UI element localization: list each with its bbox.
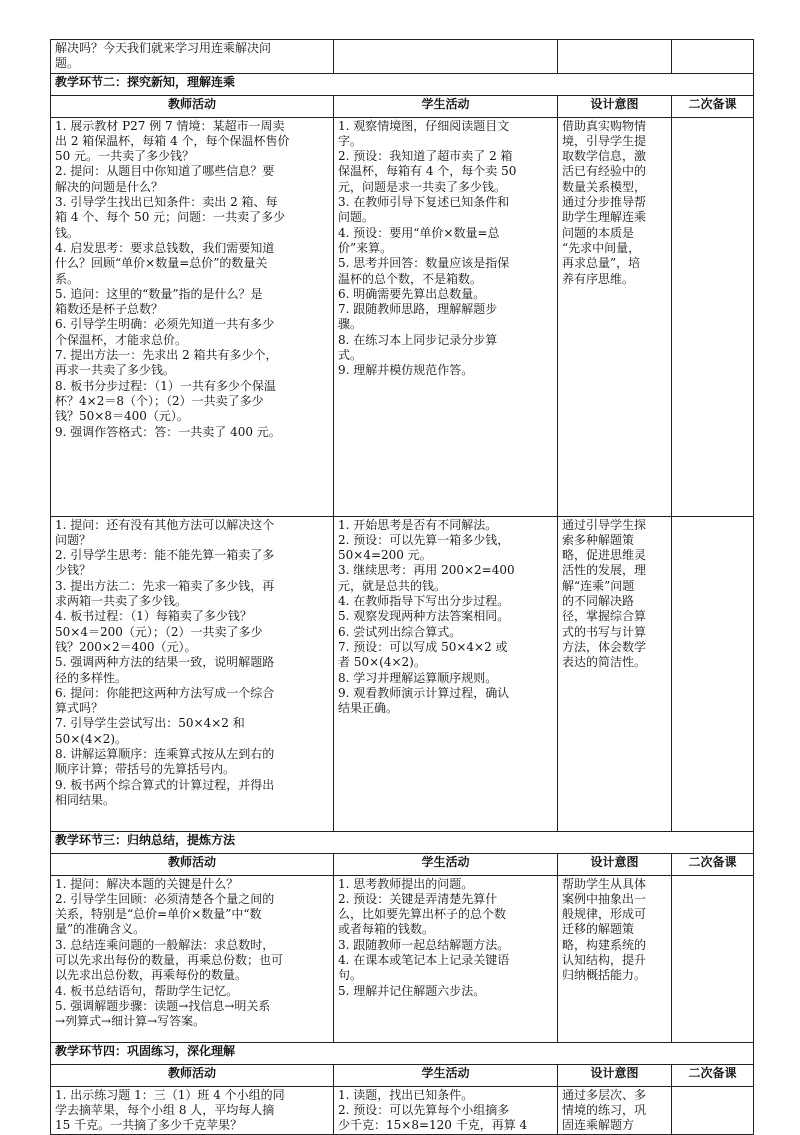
student-line: 结果正确。 [338, 701, 399, 716]
design-line: 取数学信息，激 [562, 149, 647, 164]
header-teacher-activity: 教师活动 [51, 853, 334, 875]
design-line: 表达的简洁性。 [562, 655, 647, 670]
design-line: 借助真实购物情 [562, 118, 647, 133]
student-line: 2. 预设：我知道了超市卖了 2 箱 [338, 149, 513, 164]
teacher-line: 什么？回顾“单价×数量=总价”的数量关 [55, 256, 268, 271]
design-line: 境，引导学生提 [562, 133, 647, 148]
top-teacher-line: 解决吗？今天我们就来学习用连乘解决问 [55, 41, 272, 55]
top-backup-cell [672, 40, 754, 74]
teacher-line: 7. 提出方法一：先求出 2 箱共有多少个， [55, 348, 278, 363]
teacher-line: 钱。 [55, 225, 80, 240]
student-line: 温杯的总个数，不是箱数。 [338, 271, 483, 286]
teacher-line: 3. 引导学生找出已知条件：卖出 2 箱、每 [55, 195, 278, 210]
teacher-line: 8. 讲解运算顺序：连乘算式按从左到右的 [55, 747, 275, 762]
teacher-activity-cell [51, 516, 334, 831]
teacher-line: 杯？4×2＝8（个）；（2）一共卖了多少 [55, 393, 264, 408]
teacher-line: 钱？50×8＝400（元）。 [55, 409, 189, 424]
teacher-line: 量”的准确含义。 [55, 922, 146, 937]
student-line: 元，就是总共的钱。 [338, 578, 447, 593]
teacher-line: 1. 提问：解决本题的关键是什么？ [55, 876, 239, 891]
top-continuation-row [51, 40, 754, 74]
teacher-line: 5. 追问：这里的“数量”指的是什么？是 [55, 286, 263, 301]
header-student-activity: 学生活动 [334, 853, 558, 875]
design-line: 固连乘解题方 [562, 1118, 635, 1133]
teacher-line: 4. 启发思考：要求总钱数，我们需要知道 [55, 240, 275, 255]
activity-row [51, 1086, 754, 1135]
student-line: 6. 尝试列出综合算式。 [338, 624, 462, 639]
teacher-line: 问题？ [55, 532, 92, 547]
teacher-line: 8. 板书分步过程：（1）一共有多少个保温 [55, 378, 276, 393]
design-line: “先求中间量， [562, 240, 641, 255]
teacher-line: 可以先求出每份的数量，再乘总份数；也可 [55, 953, 284, 968]
student-line: 保温杯，每箱有 4 个，每个卖 50 [338, 164, 517, 179]
teacher-line: 5. 强调两种方法的结果一致，说明解题路 [55, 655, 275, 670]
header-second-preparation: 二次备课 [672, 95, 754, 117]
header-second-preparation: 二次备课 [672, 853, 754, 875]
top-teacher-line: 题。 [55, 56, 80, 71]
teacher-line: 2. 提问：从题目中你知道了哪些信息？要 [55, 164, 275, 179]
student-line: 者 50×(4×2)。 [338, 655, 426, 670]
student-line: 2. 预设：关键是弄清楚先算什 [338, 891, 498, 906]
teacher-line: 4. 板书过程：（1）每箱卖了多少钱？ [55, 609, 252, 624]
second-preparation-cell [672, 1086, 754, 1135]
student-line: 3. 在教师引导下复述已知条件和 [338, 195, 510, 210]
student-line: 8. 学习并理解运算顺序规则。 [338, 670, 498, 685]
teacher-line: 径的多样性。 [55, 670, 128, 685]
student-line: 1. 读题，找出已知条件。 [338, 1087, 474, 1102]
teacher-line: 顺序计算；带括号的先算括号内。 [55, 762, 236, 777]
design-line: 数量关系模型， [562, 179, 647, 194]
section-title-row [51, 1042, 754, 1064]
student-line: 7. 预设：可以写成 50×4×2 或 [338, 639, 508, 654]
student-line: 7. 跟随教师思路，理解解题步 [338, 302, 498, 317]
student-activity-cell [334, 117, 558, 516]
teacher-activity-cell [51, 117, 334, 516]
student-line: 5. 观察发现两种方法答案相同。 [338, 609, 510, 624]
student-line: 么，比如要先算出杯子的总个数 [338, 907, 507, 922]
teacher-line: 2. 引导学生回顾：必须清楚各个量之间的 [55, 891, 275, 906]
design-line: 略，促进思维灵 [562, 548, 647, 563]
student-line: 2. 预设：可以先算一箱多少钱， [338, 532, 510, 547]
student-line: 1. 开始思考是否有不同解法。 [338, 517, 498, 532]
teacher-line: 解决的问题是什么？ [55, 179, 164, 194]
teacher-line: 3. 提出方法二：先求一箱卖了多少钱，再 [55, 578, 275, 593]
column-header-row [51, 1064, 754, 1086]
teacher-line: 1. 出示练习题 1：三（1）班 4 个小组的同 [55, 1087, 285, 1102]
design-line: 再求总量”，培 [562, 256, 641, 271]
section-title: 教学环节四：巩固练习，深化理解 [51, 1042, 754, 1064]
student-line: 4. 在教师指导下写出分步过程。 [338, 594, 510, 609]
design-line: 活性的发展，理 [562, 563, 647, 578]
student-line: 4. 预设：要用“单价×数量=总 [338, 225, 500, 240]
section-title-row [51, 73, 754, 95]
design-line: 通过分步推导帮 [562, 195, 647, 210]
student-line: 4. 在课本或笔记本上记录关键语 [338, 953, 510, 968]
teacher-line: 箱 4 个、每个 50 元；问题：一共卖了多少 [55, 210, 286, 225]
second-preparation-cell [672, 117, 754, 516]
student-line: 5. 理解并记住解题六步法。 [338, 983, 486, 998]
design-line: 帮助学生从具体 [562, 876, 647, 891]
teacher-line: 学去摘苹果，每个小组 8 人，平均每人摘 [55, 1102, 275, 1117]
student-line: 9. 理解并模仿规范作答。 [338, 363, 474, 378]
teacher-line: 9. 强调作答格式：答：一共卖了 400 元。 [55, 424, 281, 439]
student-line: 元，问题是求一共卖了多少钱。 [338, 179, 507, 194]
teacher-line: →列算式→细计算→写答案。 [55, 1014, 206, 1029]
teacher-line: 关系，特别是“总价=单价×数量”中“数 [55, 907, 262, 922]
design-line: 径，掌握综合算 [562, 609, 647, 624]
design-line: 通过多层次、多 [562, 1087, 647, 1102]
teacher-line: 相同结果。 [55, 792, 116, 807]
design-line: 略，构建系统的 [562, 937, 647, 952]
design-line: 通过引导学生探 [562, 517, 647, 532]
student-line: 9. 观看教师演示计算过程，确认 [338, 685, 510, 700]
design-intent-cell [558, 516, 672, 831]
teacher-line: 50 元。一共卖了多少钱？ [55, 149, 195, 164]
teacher-line: 6. 引导学生明确：必须先知道一共有多少 [55, 317, 275, 332]
design-line: 般规律，形成可 [562, 907, 647, 922]
second-preparation-cell [672, 875, 754, 1042]
activity-row [51, 117, 754, 516]
teacher-line: 系。 [55, 271, 80, 286]
student-line: 1. 思考教师提出的问题。 [338, 876, 474, 891]
teacher-line: 7. 引导学生尝试写出：50×4×2 和 [55, 716, 245, 731]
teacher-activity-cell [51, 875, 334, 1042]
teacher-line: 1. 展示教材 P27 例 7 情境：某超市一周卖 [55, 118, 285, 133]
header-student-activity: 学生活动 [334, 1064, 558, 1086]
design-line: 归纳概括能力。 [562, 968, 647, 983]
student-line: 6. 明确需要先算出总数量。 [338, 286, 486, 301]
student-line: 少千克：15×8=120 千克，再算 4 [338, 1118, 528, 1133]
design-line: 情境的练习，巩 [562, 1102, 647, 1117]
student-line: 字。 [338, 133, 363, 148]
teacher-line: 50×4＝200（元）；（2）一共卖了多少 [55, 624, 263, 639]
student-line: 1. 观察情境图，仔细阅读题目文 [338, 118, 510, 133]
student-activity-cell [334, 875, 558, 1042]
teacher-line: 4. 板书总结语句，帮助学生记忆。 [55, 983, 239, 998]
section-title-row [51, 831, 754, 853]
design-intent-cell [558, 875, 672, 1042]
header-design-intent: 设计意图 [558, 95, 672, 117]
header-second-preparation: 二次备课 [672, 1064, 754, 1086]
section-title: 教学环节三：归纳总结，提炼方法 [51, 831, 754, 853]
teacher-line: 以先求出总份数，再乘每份的数量。 [55, 968, 248, 983]
student-line: 或者每箱的钱数。 [338, 922, 435, 937]
teacher-line: 箱数还是杯子总数？ [55, 302, 164, 317]
design-line: 索多种解题策 [562, 532, 635, 547]
student-line: 骤。 [338, 317, 363, 332]
teacher-line: 2. 引导学生思考：能不能先算一箱卖了多 [55, 548, 275, 563]
design-line: 方法，体会数学 [562, 639, 647, 654]
design-line: 助学生理解连乘 [562, 210, 647, 225]
student-line: 3. 继续思考：再用 200×2=400 [338, 563, 515, 578]
student-activity-cell [334, 516, 558, 831]
teacher-line: 9. 板书两个综合算式的计算过程，并得出 [55, 777, 275, 792]
teacher-line: 少钱？ [55, 563, 92, 578]
student-line: 8. 在练习本上同步记录分步算 [338, 332, 498, 347]
teacher-line: 再求一共卖了多少钱。 [55, 363, 176, 378]
student-line: 2. 预设：可以先算每个小组摘多 [338, 1102, 510, 1117]
student-line: 句。 [338, 968, 363, 983]
activity-row [51, 516, 754, 831]
top-student-cell [334, 40, 558, 74]
student-line: 3. 跟随教师一起总结解题方法。 [338, 937, 510, 952]
top-teacher-cell [51, 40, 334, 74]
design-intent-cell [558, 1086, 672, 1135]
student-activity-cell [334, 1086, 558, 1135]
teacher-line: 个保温杯，才能求总价。 [55, 332, 188, 347]
teacher-line: 求两箱一共卖了多少钱。 [55, 594, 188, 609]
design-line: 的不同解决路 [562, 594, 635, 609]
header-design-intent: 设计意图 [558, 1064, 672, 1086]
activity-row [51, 875, 754, 1042]
column-header-row [51, 853, 754, 875]
column-header-row [51, 95, 754, 117]
header-design-intent: 设计意图 [558, 853, 672, 875]
second-preparation-cell [672, 516, 754, 831]
student-line: 50×4=200 元。 [338, 548, 432, 563]
student-line: 问题。 [338, 210, 375, 225]
student-line: 价”来算。 [338, 240, 393, 255]
teacher-line: 5. 强调解题步骤：读题→找信息→明关系 [55, 998, 271, 1013]
design-line: 迁移的解题策 [562, 922, 635, 937]
teacher-line: 钱？200×2＝400（元）。 [55, 639, 197, 654]
student-line: 式。 [338, 348, 363, 363]
teacher-line: 15 千克。一共摘了多少千克苹果？ [55, 1118, 243, 1133]
design-line: 式的书写与计算 [562, 624, 647, 639]
teacher-line: 50×(4×2)。 [55, 731, 128, 746]
header-teacher-activity: 教师活动 [51, 95, 334, 117]
design-line: 案例中抽象出一 [562, 891, 647, 906]
teacher-line: 3. 总结连乘问题的一般解法：求总数时， [55, 937, 275, 952]
design-line: 养有序思维。 [562, 271, 635, 286]
section-title: 教学环节二：探究新知，理解连乘 [51, 73, 754, 95]
teacher-line: 6. 提问：你能把这两种方法写成一个综合 [55, 685, 275, 700]
design-line: 问题的本质是 [562, 225, 635, 240]
student-line: 5. 思考并回答：数量应该是指保 [338, 256, 510, 271]
teacher-line: 算式吗？ [55, 701, 104, 716]
header-student-activity: 学生活动 [334, 95, 558, 117]
design-line: 活已有经验中的 [562, 164, 647, 179]
header-teacher-activity: 教师活动 [51, 1064, 334, 1086]
teacher-line: 1. 提问：还有没有其他方法可以解决这个 [55, 517, 275, 532]
design-line: 认知结构，提升 [562, 953, 647, 968]
teacher-activity-cell [51, 1086, 334, 1135]
top-design-cell [558, 40, 672, 74]
design-line: 解“连乘”问题 [562, 578, 635, 593]
design-intent-cell [558, 117, 672, 516]
teacher-line: 出 2 箱保温杯，每箱 4 个，每个保温杯售价 [55, 133, 290, 148]
lesson-plan-table [50, 39, 754, 1135]
